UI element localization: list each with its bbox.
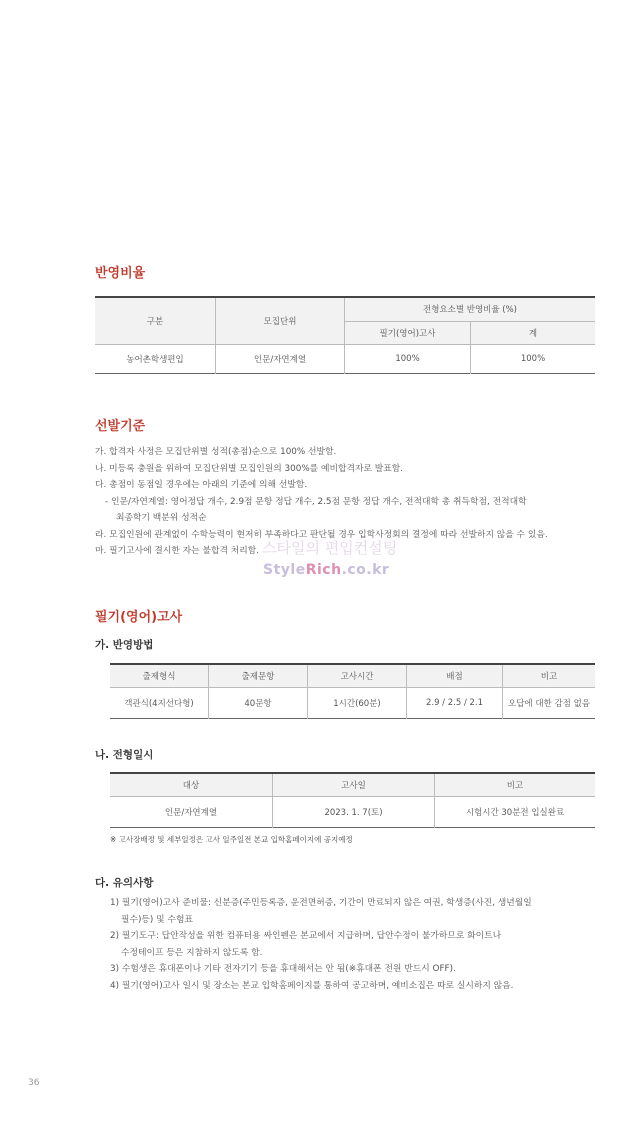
table-row xyxy=(110,688,595,719)
method-table xyxy=(110,663,595,719)
schedule-note: ※ 고사장배정 및 세부일정은 고사 일주일전 본교 입학홈페이지에 공지예정 xyxy=(110,835,353,844)
notice-list xyxy=(110,895,605,994)
cell: 인문/자연계열 xyxy=(216,345,345,374)
table-row xyxy=(110,797,595,828)
header-cell: 출제형식 xyxy=(110,664,209,688)
section-title-ratio: 반영비율 xyxy=(95,266,146,281)
notice-line: 필수)등) 및 수험표 xyxy=(121,914,193,925)
cell: 100% xyxy=(520,354,546,364)
cell: 오답에 대한 감점 없음 xyxy=(507,699,590,709)
section-title-criteria: 선발기준 xyxy=(95,419,146,434)
cell: 인문/자연계열 xyxy=(110,797,273,828)
table-row xyxy=(95,345,595,374)
header-unit: 모집단위 xyxy=(216,297,345,345)
cell: 농어촌학생편입 xyxy=(95,345,216,374)
criteria-line: 다. 총점이 동점일 경우에는 아래의 기준에 의해 선발함. xyxy=(95,480,308,490)
subsection-title-schedule: 나. 전형일시 xyxy=(95,749,154,761)
cell: 객관식(4지선다형) xyxy=(110,688,209,719)
criteria-line: 마. 필기고사에 결시한 자는 불합격 처리함. xyxy=(95,546,260,556)
header-written-exam: 필기(영어)고사 xyxy=(345,321,471,345)
header-cell: 출제문항 xyxy=(209,664,308,688)
notice-line: 수정테이프 등은 지참하지 않도록 함. xyxy=(121,947,263,958)
header-cell: 고사일 xyxy=(273,773,435,797)
watermark-logo: StyleRich.co.kr xyxy=(263,562,390,578)
cell: 시험시간 30분전 입실완료 xyxy=(465,808,565,818)
criteria-line: 라. 모집인원에 관계없이 수학능력이 현저히 부족하다고 판단될 경우 입학사정회의 결정에 따라 선발하지 않을 수 있음. xyxy=(95,529,548,540)
cell: 2.9 / 2.5 / 2.1 xyxy=(407,688,503,719)
notice-line: 1) 필기(영어)고사 준비물: 신분증(주민등록증, 운전면허증, 기간이 만료되지 않은 여권, 학생증(사진, 생년월일 xyxy=(110,898,532,908)
subsection-title-method: 가. 반영방법 xyxy=(95,639,154,651)
criteria-line: 가. 합격자 사정은 모집단위별 성적(총점)순으로 100% 선발함. xyxy=(95,447,337,457)
header-total: 계 xyxy=(471,321,596,345)
notice-line: 3) 수험생은 휴대폰이나 기타 전자기기 등을 휴대해서는 안 됨(※휴대폰 전원 반드시 OFF). xyxy=(110,964,456,974)
notice-line: 2) 필기도구: 답안작성을 위한 컴퓨터용 싸인펜은 본교에서 지급하며, 답안수정이 불가하므로 화이트나 xyxy=(110,931,502,941)
schedule-table xyxy=(110,772,595,828)
criteria-line: - 인문/자연계열: 영어정답 개수, 2.9점 문항 정답 개수, 2.5점 문항 정답 개수, 전적대학 총 취득학점, 전적대학 xyxy=(105,496,527,507)
ratio-table xyxy=(95,296,595,374)
header-cell: 대상 xyxy=(110,773,273,797)
cell: 100% xyxy=(345,345,471,374)
header-cell: 비고 xyxy=(435,773,596,797)
cell: 1시간(60분) xyxy=(308,688,407,719)
notice-line: 4) 필기(영어)고사 일시 및 장소는 본교 입학홈페이지를 통하여 공고하며, 예비소집은 따로 실시하지 않음. xyxy=(110,980,514,991)
header-cell: 고사시간 xyxy=(308,664,407,688)
watermark-korean: 스타일의 편입컨설팅 xyxy=(262,539,398,557)
header-cell: 비고 xyxy=(503,664,596,688)
page-number: 36 xyxy=(28,1078,40,1088)
header-category: 구분 xyxy=(95,297,216,345)
cell: 2023. 1. 7(토) xyxy=(273,797,435,828)
subsection-title-notice: 다. 유의사항 xyxy=(95,877,154,889)
cell: 40문항 xyxy=(209,688,308,719)
criteria-line: 나. 미등록 충원을 위하여 모집단위별 모집인원의 300%를 예비합격자로 발표함. xyxy=(95,463,404,474)
header-cell: 배점 xyxy=(407,664,503,688)
criteria-line: 최종학기 백분위 성적순 xyxy=(116,513,207,523)
section-title-written-exam: 필기(영어)고사 xyxy=(95,610,183,625)
header-ratio-group: 전형요소별 반영비율 (%) xyxy=(345,297,596,321)
